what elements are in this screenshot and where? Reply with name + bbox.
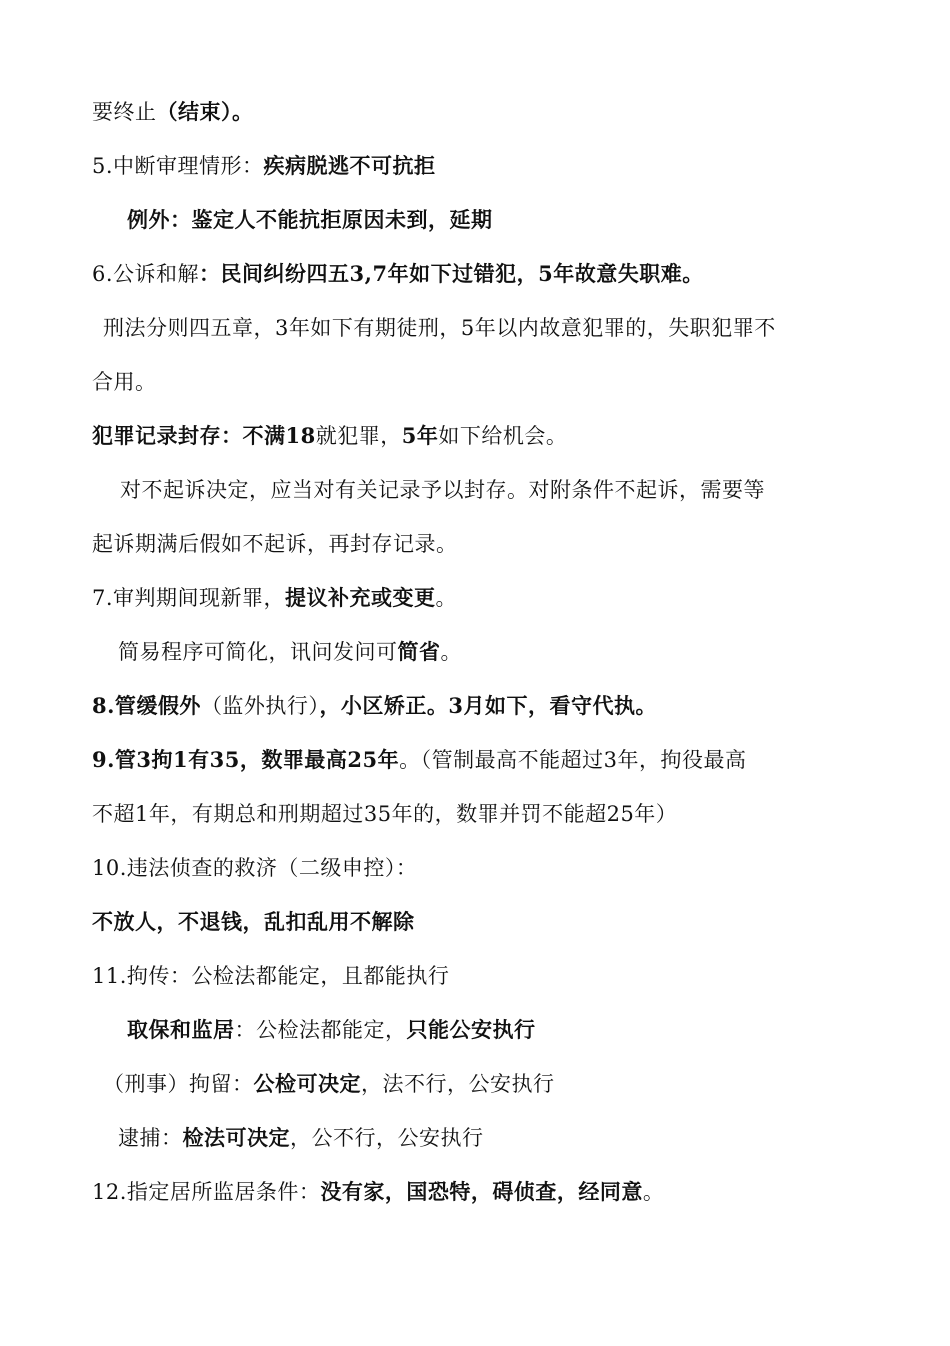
text-run: 如下给机会。 [438, 424, 568, 448]
text-line [0, 313, 950, 343]
text-line [0, 961, 950, 991]
text-run: 10.违法侦查的救济（二级申控）： [92, 856, 418, 880]
text-line [0, 529, 950, 559]
bold-text-run: 取保和监居 [127, 1017, 235, 1042]
bold-text-run: 只能公安执行 [406, 1017, 536, 1042]
text-line [0, 475, 950, 505]
text-run: 合用。 [92, 370, 157, 394]
text-run: ，公不行，公安执行 [290, 1126, 484, 1150]
text-line [0, 1069, 950, 1099]
text-line [0, 853, 950, 883]
text-run: 11.拘传：公检法都能定，且都能执行 [92, 964, 450, 988]
text-line [0, 205, 950, 235]
bold-text-run: 疾病脱逃不可抗拒 [263, 153, 436, 178]
bold-text-run: 简省 [397, 639, 441, 664]
text-run: 6.公诉和解 [92, 262, 200, 286]
text-run: 就犯罪， [315, 424, 402, 448]
text-run: 12.指定居所监居条件： [92, 1180, 321, 1204]
text-run: 。 [642, 1180, 665, 1204]
bold-text-run: 8.管缓假外 [92, 693, 201, 718]
text-run: 。 [435, 586, 458, 610]
bold-text-run: 检法可决定 [182, 1125, 290, 1150]
text-line [0, 151, 950, 181]
text-line [0, 1015, 950, 1045]
text-run: （监外执行） [200, 694, 320, 718]
text-line [0, 745, 950, 775]
text-run: 逮捕： [118, 1126, 183, 1150]
bold-text-run: （结束）。 [156, 99, 254, 124]
text-run: ：公检法都能定， [234, 1018, 407, 1042]
text-run: 刑法分则四五章，3年如下有期徒刑，5年以内故意犯罪的，失职犯罪不 [103, 316, 776, 340]
bold-text-run: 不放人，不退钱，乱扣乱用不解除 [92, 909, 415, 934]
text-line [0, 1177, 950, 1207]
text-line [0, 907, 950, 937]
bold-text-run: ，小区矫正。3月如下，看守代执。 [319, 693, 658, 718]
bold-text-run: 犯罪记录封存：不满18 [92, 423, 316, 448]
text-run: 5.中断审理情形： [92, 154, 264, 178]
text-line [0, 259, 950, 289]
text-line [0, 421, 950, 451]
text-line [0, 367, 950, 397]
bold-text-run: ：民间纠纷四五3,7年如下过错犯，5年故意失职难。 [199, 261, 704, 286]
text-run: 不超1年，有期总和刑期超过35年的，数罪并罚不能超25年） [92, 802, 678, 826]
bold-text-run: 例外：鉴定人不能抗拒原因未到，延期 [127, 207, 493, 232]
bold-text-run: 提议补充或变更 [285, 585, 436, 610]
text-run: ，法不行，公安执行 [361, 1072, 555, 1096]
text-run: 对不起诉决定，应当对有关记录予以封存。对附条件不起诉，需要等 [120, 478, 765, 502]
text-run: 起诉期满后假如不起诉，再封存记录。 [92, 532, 458, 556]
bold-text-run: 没有家，国恐特，碍侦查，经同意 [320, 1179, 643, 1204]
bold-text-run: 5年 [401, 423, 439, 448]
bold-text-run: 公检可决定 [253, 1071, 361, 1096]
text-line [0, 799, 950, 829]
text-line [0, 1123, 950, 1153]
text-run: 7.审判期间现新罪， [92, 586, 286, 610]
text-run: 简易程序可简化，讯问发问可 [118, 640, 398, 664]
text-line [0, 583, 950, 613]
text-line [0, 691, 950, 721]
text-run: （刑事）拘留： [103, 1072, 254, 1096]
bold-text-run: 9.管3拘1有35，数罪最高25年 [92, 747, 400, 772]
text-line [0, 97, 950, 127]
text-run: 要终止 [92, 100, 157, 124]
text-line [0, 637, 950, 667]
text-run: 。 [440, 640, 462, 664]
text-run: 。（管制最高不能超过3年，拘役最高 [399, 748, 747, 772]
